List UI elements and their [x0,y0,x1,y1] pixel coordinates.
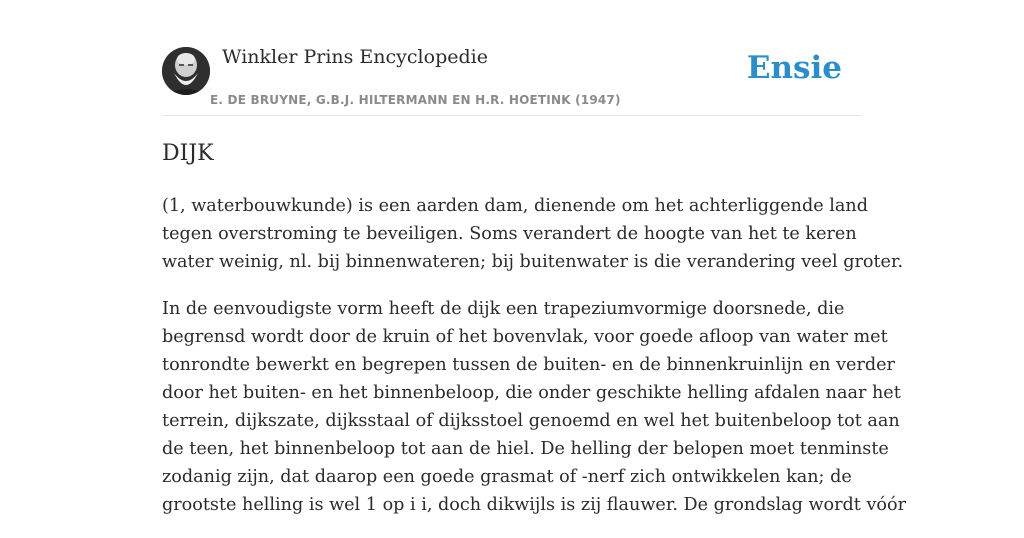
text-line: begrensd wordt door de kruin of het bovenvlak, voor goede afloop van water met [162,327,888,347]
text-line: zodanig zijn, dat daarop een goede grasmat of -nerf zich ontwikkelen kan; de [162,467,852,487]
text-line: tegen overstroming te beveiligen. Soms verandert de hoogte van het te keren [162,224,857,244]
paragraph-1 [162,192,904,276]
source-title[interactable]: Winkler Prins Encyclopedie [222,46,488,68]
text-line: door het buiten- en het binnenbeloop, die onder geschikte helling afdalen naar het [162,383,901,403]
text-line: (1, waterbouwkunde) is een aarden dam, dienende om het achterliggende land [162,196,868,216]
author-portrait-icon[interactable] [162,47,210,95]
text-line: de teen, het binnenbeloop tot aan de hiel. De helling der belopen moet tenminste [162,439,889,459]
entry-title: DIJK [162,141,214,166]
paragraph-2 [162,295,906,519]
text-line: tonrondte bewerkt en begrepen tussen de buiten- en de binnenkruinlijn en verder [162,355,895,375]
text-line: grootste helling is wel 1 op i i, doch dikwijls is zij flauwer. De grondslag wordt vóór [162,495,906,515]
source-header [162,40,862,116]
article-body [162,192,906,538]
text-line: water weinig, nl. bij binnenwateren; bij buitenwater is die verandering veel groter. [162,252,904,272]
text-line: In de eenvoudigste vorm heeft de dijk een trapeziumvormige doorsnede, die [162,299,845,319]
ensie-logo-link[interactable]: Ensie [746,50,842,86]
text-line: terrein, dijkszate, dijksstaal of dijksstoel genoemd en wel het buitenbeloop tot aan [162,411,900,431]
authors-line: E. DE BRUYNE, G.B.J. HILTERMANN EN H.R. HOETINK (1947) [210,93,621,107]
